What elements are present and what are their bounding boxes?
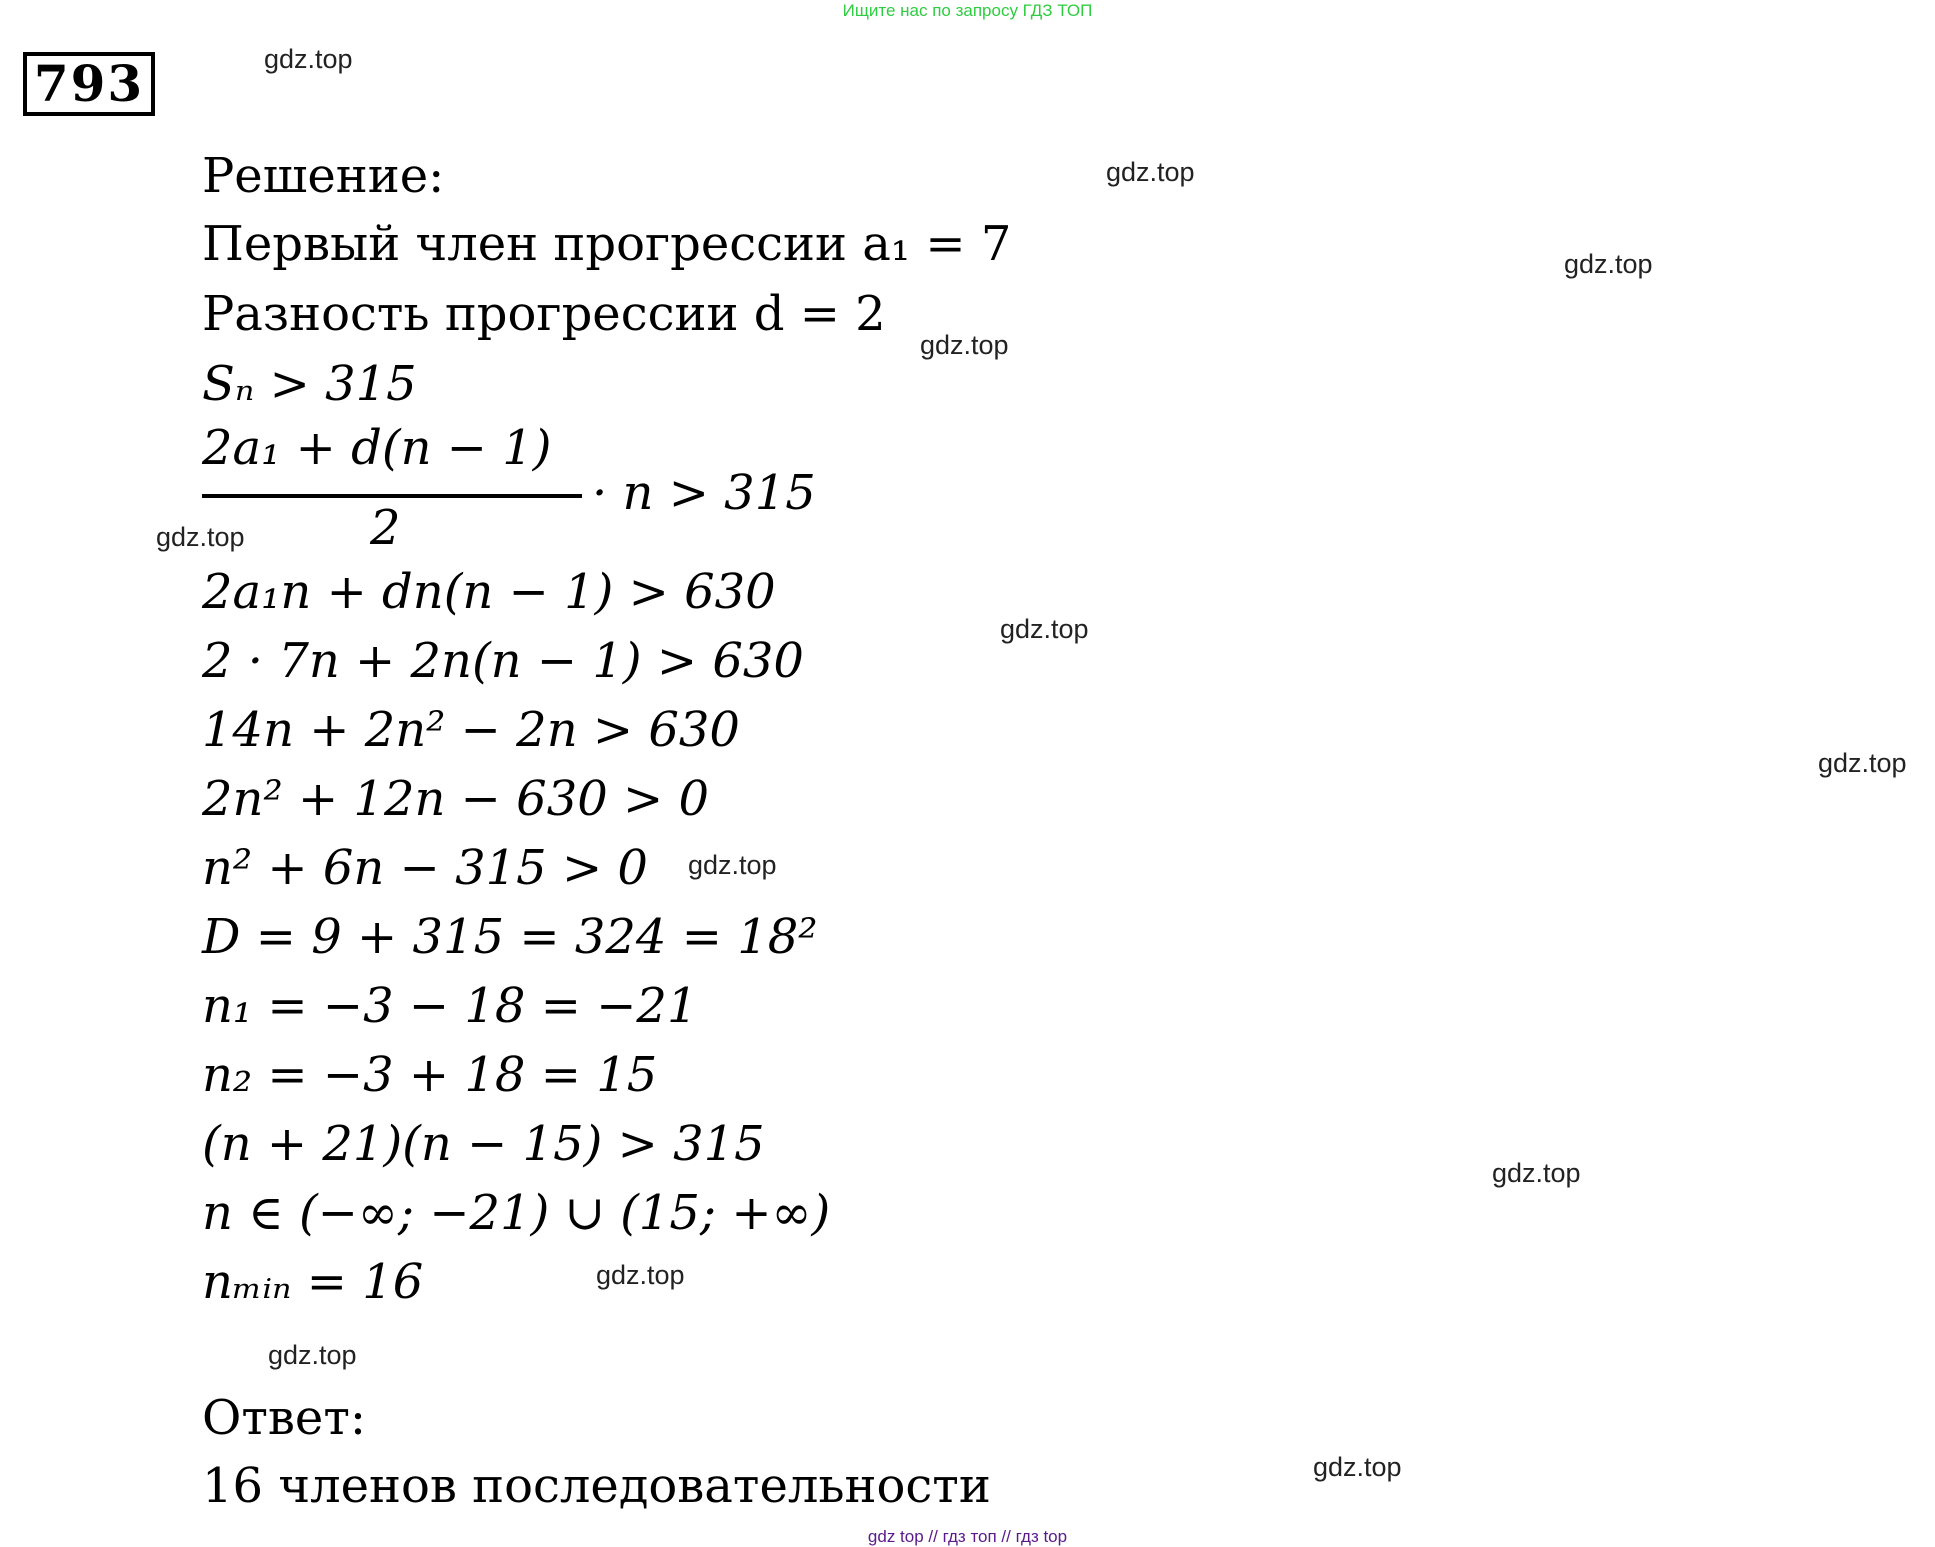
watermark: gdz.top xyxy=(268,1340,357,1370)
watermark: gdz.top xyxy=(1000,614,1089,644)
fraction-denominator: 2 xyxy=(370,500,401,556)
watermark: gdz.top xyxy=(688,850,777,880)
watermark: gdz.top xyxy=(264,44,353,74)
answer-heading: Ответ: xyxy=(202,1390,367,1446)
step-line: 2a₁n + dn(n − 1) > 630 xyxy=(202,564,776,620)
footer-links[interactable]: gdz top // гдз топ // гдз top xyxy=(867,1527,1068,1546)
watermark: gdz.top xyxy=(1492,1158,1581,1188)
nmin-line: nₘᵢₙ = 16 xyxy=(202,1254,424,1310)
step-line: n² + 6n − 315 > 0 xyxy=(202,840,648,896)
step-line: 2n² + 12n − 630 > 0 xyxy=(202,771,710,827)
first-term-line: Первый член прогрессии a₁ = 7 xyxy=(202,216,1012,272)
watermark: gdz.top xyxy=(596,1260,685,1290)
root-line: n₁ = −3 − 18 = −21 xyxy=(202,978,698,1034)
step-line: 2 · 7n + 2n(n − 1) > 630 xyxy=(202,633,804,689)
solution-heading: Решение: xyxy=(202,148,445,204)
top-banner[interactable]: Ищите нас по запросу ГДЗ ТОП xyxy=(842,1,1093,20)
watermark: gdz.top xyxy=(1564,249,1653,279)
fraction-numerator: 2a₁ + d(n − 1) xyxy=(202,420,552,476)
condition-line: Sₙ > 315 xyxy=(202,356,417,412)
difference-line: Разность прогрессии d = 2 xyxy=(202,286,886,342)
watermark: gdz.top xyxy=(1106,157,1195,187)
factored-line: (n + 21)(n − 15) > 315 xyxy=(202,1116,765,1172)
task-number-box: 793 xyxy=(23,52,155,116)
fraction-bar xyxy=(202,494,582,498)
watermark: gdz.top xyxy=(1313,1452,1402,1482)
watermark: gdz.top xyxy=(156,522,245,552)
discriminant-line: D = 9 + 315 = 324 = 18² xyxy=(202,909,818,965)
answer-text: 16 членов последовательности xyxy=(202,1458,991,1514)
interval-line: n ∈ (−∞; −21) ∪ (15; +∞) xyxy=(202,1185,831,1241)
watermark: gdz.top xyxy=(920,330,1009,360)
fraction-rest: · n > 315 xyxy=(592,465,816,521)
step-line: 14n + 2n² − 2n > 630 xyxy=(202,702,740,758)
root-line: n₂ = −3 + 18 = 15 xyxy=(202,1047,658,1103)
watermark: gdz.top xyxy=(1818,748,1907,778)
